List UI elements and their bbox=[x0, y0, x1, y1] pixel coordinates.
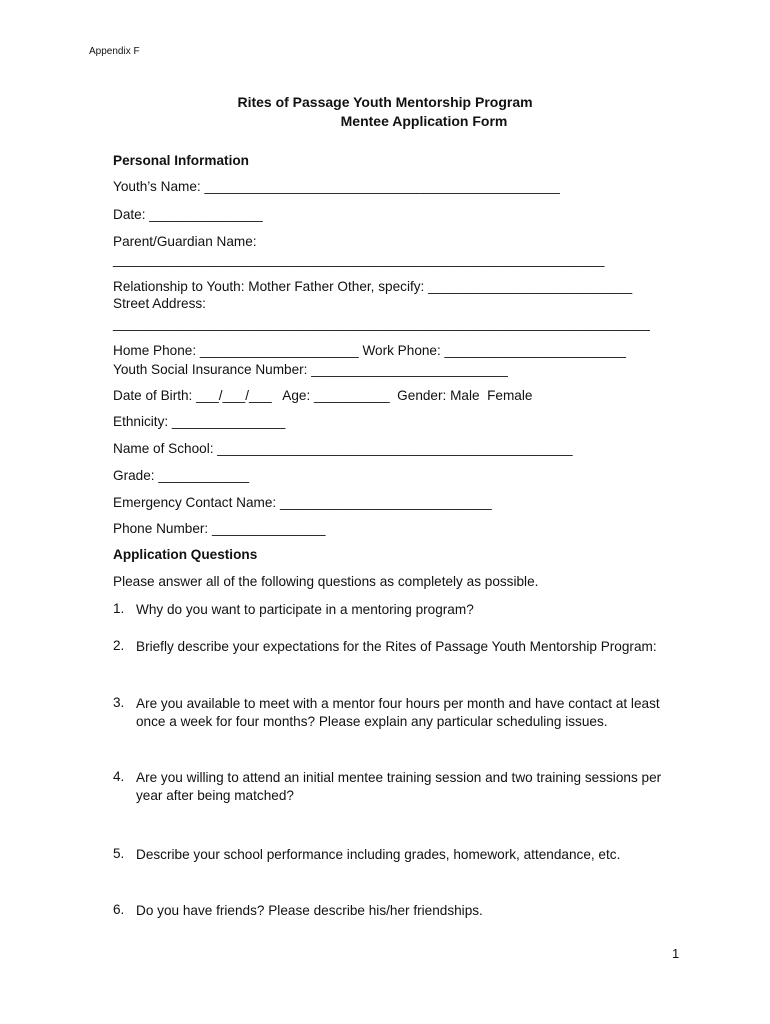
street-address-line: _______________________________________________________________________ bbox=[113, 316, 650, 331]
question-item bbox=[113, 695, 678, 731]
guardian-name-line: _________________________________________________________________ bbox=[113, 252, 605, 267]
question-text: Briefly describe your expectations for the Rites of Passage Youth Mentorship Program: bbox=[136, 639, 657, 654]
question-item bbox=[113, 846, 678, 864]
question-number: 1. bbox=[113, 601, 125, 616]
school-name-field: Name of School: _______________________________________________ bbox=[113, 441, 573, 456]
question-number: 5. bbox=[113, 846, 125, 861]
question-text: Are you available to meet with a mentor four hours per month and have contact at least once a week for four months? Please explain any particular scheduling issues. bbox=[136, 696, 660, 729]
question-item bbox=[113, 769, 678, 805]
guardian-name-label: Parent/Guardian Name: bbox=[113, 234, 257, 249]
dob-age-gender-field: Date of Birth: ___/___/___ Age: __________ Gender: Male Female bbox=[113, 388, 533, 403]
question-number: 2. bbox=[113, 638, 125, 653]
ethnicity-field: Ethnicity: _______________ bbox=[113, 414, 286, 429]
sin-field: Youth Social Insurance Number: __________________________ bbox=[113, 362, 508, 377]
appendix-label: Appendix F bbox=[89, 46, 140, 57]
question-number: 6. bbox=[113, 902, 125, 917]
question-item bbox=[113, 902, 678, 920]
page-number: 1 bbox=[672, 946, 680, 961]
question-text: Why do you want to participate in a mentoring program? bbox=[136, 602, 474, 617]
personal-info-heading: Personal Information bbox=[113, 153, 249, 168]
street-address-label: Street Address: bbox=[113, 296, 206, 311]
form-subtitle: Mentee Application Form bbox=[340, 113, 508, 129]
grade-field: Grade: ____________ bbox=[113, 468, 250, 483]
relationship-field: Relationship to Youth: Mother Father Other, specify: ___________________________ bbox=[113, 279, 633, 294]
form-title: Rites of Passage Youth Mentorship Program bbox=[237, 94, 533, 110]
question-item bbox=[113, 638, 678, 656]
question-number: 4. bbox=[113, 769, 125, 784]
question-item bbox=[113, 601, 678, 619]
question-text: Are you willing to attend an initial mentee training session and two training sessions per year after being matched? bbox=[136, 770, 662, 803]
question-text: Do you have friends? Please describe his/her friendships. bbox=[136, 903, 483, 918]
emergency-contact-field: Emergency Contact Name: ____________________________ bbox=[113, 495, 492, 510]
application-intro: Please answer all of the following questions as completely as possible. bbox=[113, 574, 539, 589]
phone-fields: Home Phone: _____________________ Work Phone: ________________________ bbox=[113, 343, 626, 358]
question-text: Describe your school performance including grades, homework, attendance, etc. bbox=[136, 847, 621, 862]
question-number: 3. bbox=[113, 695, 125, 710]
application-questions-heading: Application Questions bbox=[113, 547, 258, 562]
date-field: Date: _______________ bbox=[113, 207, 263, 222]
youth-name-field: Youth’s Name: _______________________________________________ bbox=[113, 179, 560, 194]
phone-number-field: Phone Number: _______________ bbox=[113, 521, 326, 536]
